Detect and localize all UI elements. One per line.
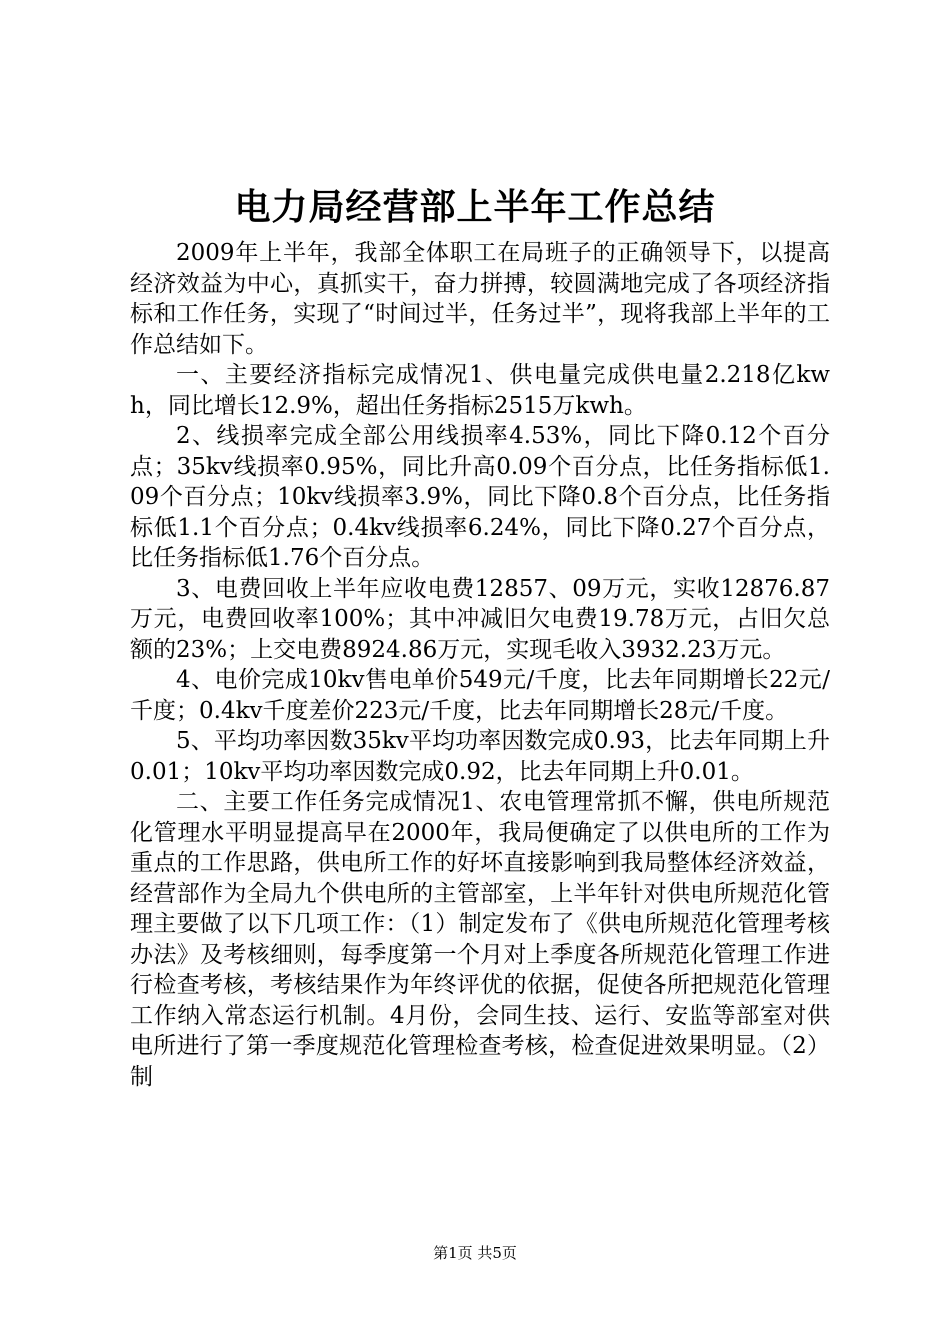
document-title: 电力局经营部上半年工作总结 — [234, 187, 716, 228]
paragraph-power-supply: 一、主要经济指标完成情况1、供电量完成供电量2.218亿kwh，同比增长12.9%，超出任务指标2515万kwh。 — [130, 362, 830, 419]
page-footer: 第1页 共5页 — [433, 1244, 517, 1262]
paragraph-power-factor: 5、平均功率因数35kv平均功率因数完成0.93，比去年同期上升0.01；10kv平均功率因数完成0.92，比去年同期上升0.01。 — [130, 728, 830, 785]
paragraph-fee-recovery: 3、电费回收上半年应收电费12857、09万元，实收12876.87万元，电费回收率100%；其中冲减旧欠电费19.78万元，占旧欠总额的23%；上交电费8924.86万元，实现毛收入3932.23万元。 — [130, 575, 830, 663]
paragraph-line-loss: 2、线损率完成全部公用线损率4.53%，同比下降0.12个百分点；35kv线损率0.95%，同比升高0.09个百分点，比任务指标低1.09个百分点；10kv线损率3.9%，同比下降0.8个百分点，比任务指标低1.1个百分点；0.4kv线损率6.24%，同比下降0.27个百分点，比任务指标低1.76个百分点。 — [130, 423, 830, 571]
document-body — [130, 238, 830, 1092]
paragraph-electricity-price: 4、电价完成10kv售电单价549元/千度，比去年同期增长22元/千度；0.4kv千度差价223元/千度，比去年同期增长28元/千度。 — [130, 667, 830, 724]
paragraph-main-tasks: 二、主要工作任务完成情况1、农电管理常抓不懈，供电所规范化管理水平明显提高早在2000年，我局便确定了以供电所的工作为重点的工作思路，供电所工作的好坏直接影响到我局整体经济效益，经营部作为全局九个供电所的主管部室，上半年针对供电所规范化管理主要做了以下几项工作：（1）制定发布了《供电所规范化管理考核办法》及考核细则，每季度第一个月对上季度各所规范化管理工作进行检查考核，考核结果作为年终评优的依据，促使各所把规范化管理工作纳入常态运行机制。4月份，会同生技、运行、安监等部室对供电所进行了第一季度规范化管理检查考核，检查促进效果明显。（2）制 — [130, 789, 830, 1090]
paragraph-intro: 2009年上半年，我部全体职工在局班子的正确领导下，以提高经济效益为中心，真抓实干，奋力拼搏，较圆满地完成了各项经济指标和工作任务，实现了“时间过半，任务过半”，现将我部上半年的工作总结如下。 — [130, 240, 830, 358]
